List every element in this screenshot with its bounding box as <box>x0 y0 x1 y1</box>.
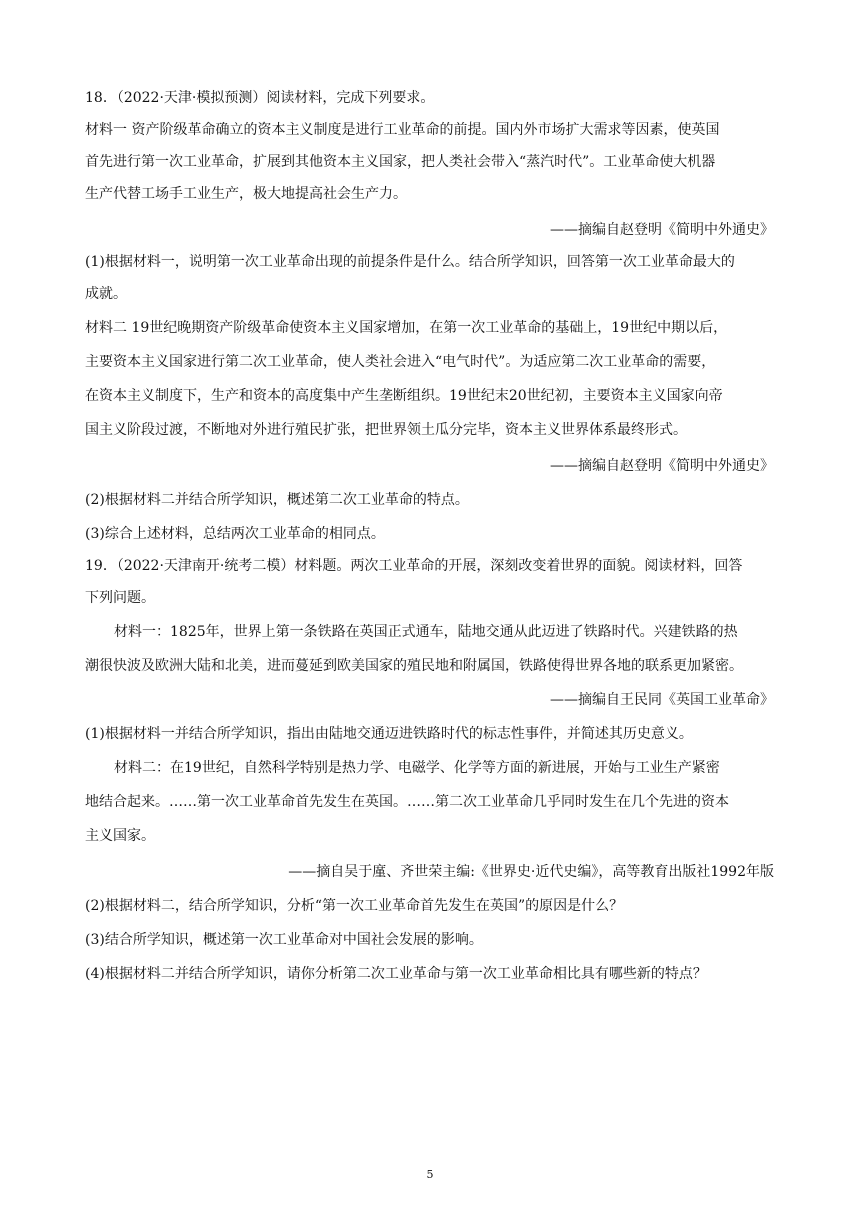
q19-header-line1: 19．（2022·天津南开·统考二模）材料题。两次工业革命的开展，深刻改变着世界的面貌。阅读材料，回答 <box>85 558 743 574</box>
q18-material1-line1: 材料一 资产阶级革命确立的资本主义制度是进行工业革命的前提。国内外市场扩大需求等因素，使英国 <box>85 122 720 138</box>
q18-question3: (3)综合上述材料，总结两次工业革命的相同点。 <box>85 526 385 542</box>
q18-header: 18．（2022·天津·模拟预测）阅读材料，完成下列要求。 <box>85 90 435 106</box>
page-number: 5 <box>426 1168 434 1181</box>
q19-question3: (3)结合所学知识，概述第一次工业革命对中国社会发展的影响。 <box>85 932 483 948</box>
q18-material2-line4: 国主义阶段过渡，不断地对外进行殖民扩张，把世界领土瓜分完毕，资本主义世界体系最终形式。 <box>85 422 687 438</box>
q19-header-line2: 下列问题。 <box>85 590 155 606</box>
q19-material2-line3: 主义国家。 <box>85 828 155 844</box>
q19-source2: ——摘自吴于廑、齐世荣主编:《世界史·近代史编》，高等教育出版社1992年版 <box>288 864 774 880</box>
q19-question2: (2)根据材料二，结合所学知识，分析“第一次工业革命首先发生在英国”的原因是什么？ <box>85 898 624 914</box>
q19-material2-line2: 地结合起来。……第一次工业革命首先发生在英国。……第二次工业革命几乎同时发生在几个先进的资本 <box>85 794 729 810</box>
q18-material2-line3: 在资本主义制度下，生产和资本的高度集中产生垄断组织。19世纪末20世纪初，主要资本主义国家向帝 <box>85 388 723 404</box>
q18-source1: ——摘编自赵登明《简明中外通史》 <box>550 222 774 238</box>
q18-question1-line1: (1)根据材料一，说明第一次工业革命出现的前提条件是什么。结合所学知识，回答第一次工业革命最大的 <box>85 254 735 270</box>
q18-material1-line2: 首先进行第一次工业革命，扩展到其他资本主义国家，把人类社会带入“蒸汽时代”。工业革命使大机器 <box>85 154 716 170</box>
q18-question1-line2: 成就。 <box>85 286 127 302</box>
q19-source1: ——摘编自王民同《英国工业革命》 <box>550 692 774 708</box>
q18-material2-line2: 主要资本主义国家进行第二次工业革命，使人类社会进入“电气时代”。为适应第二次工业革命的需要， <box>85 354 716 370</box>
q19-question4: (4)根据材料二并结合所学知识，请你分析第二次工业革命与第一次工业革命相比具有哪些新的特点？ <box>85 966 707 982</box>
q18-material2-line1: 材料二 19世纪晚期资产阶级革命使资本主义国家增加，在第一次工业革命的基础上，19世纪中期以后， <box>85 320 728 336</box>
q19-material2-line1: 材料二：在19世纪，自然科学特别是热力学、电磁学、化学等方面的新进展，开始与工业生产紧密 <box>114 760 720 776</box>
q19-material1-line1: 材料一：1825年，世界上第一条铁路在英国正式通车，陆地交通从此迈进了铁路时代。兴建铁路的热 <box>114 624 738 640</box>
q19-question1: (1)根据材料一并结合所学知识，指出由陆地交通迈进铁路时代的标志性事件，并简述其历史意义。 <box>85 726 693 742</box>
q18-material1-line3: 生产代替工场手工业生产，极大地提高社会生产力。 <box>85 186 407 202</box>
q18-source2: ——摘编自赵登明《简明中外通史》 <box>550 458 774 474</box>
q18-question2: (2)根据材料二并结合所学知识，概述第二次工业革命的特点。 <box>85 492 469 508</box>
q19-material1-line2: 潮很快波及欧洲大陆和北美，进而蔓延到欧美国家的殖民地和附属国，铁路使得世界各地的联系更加紧密。 <box>85 658 743 674</box>
